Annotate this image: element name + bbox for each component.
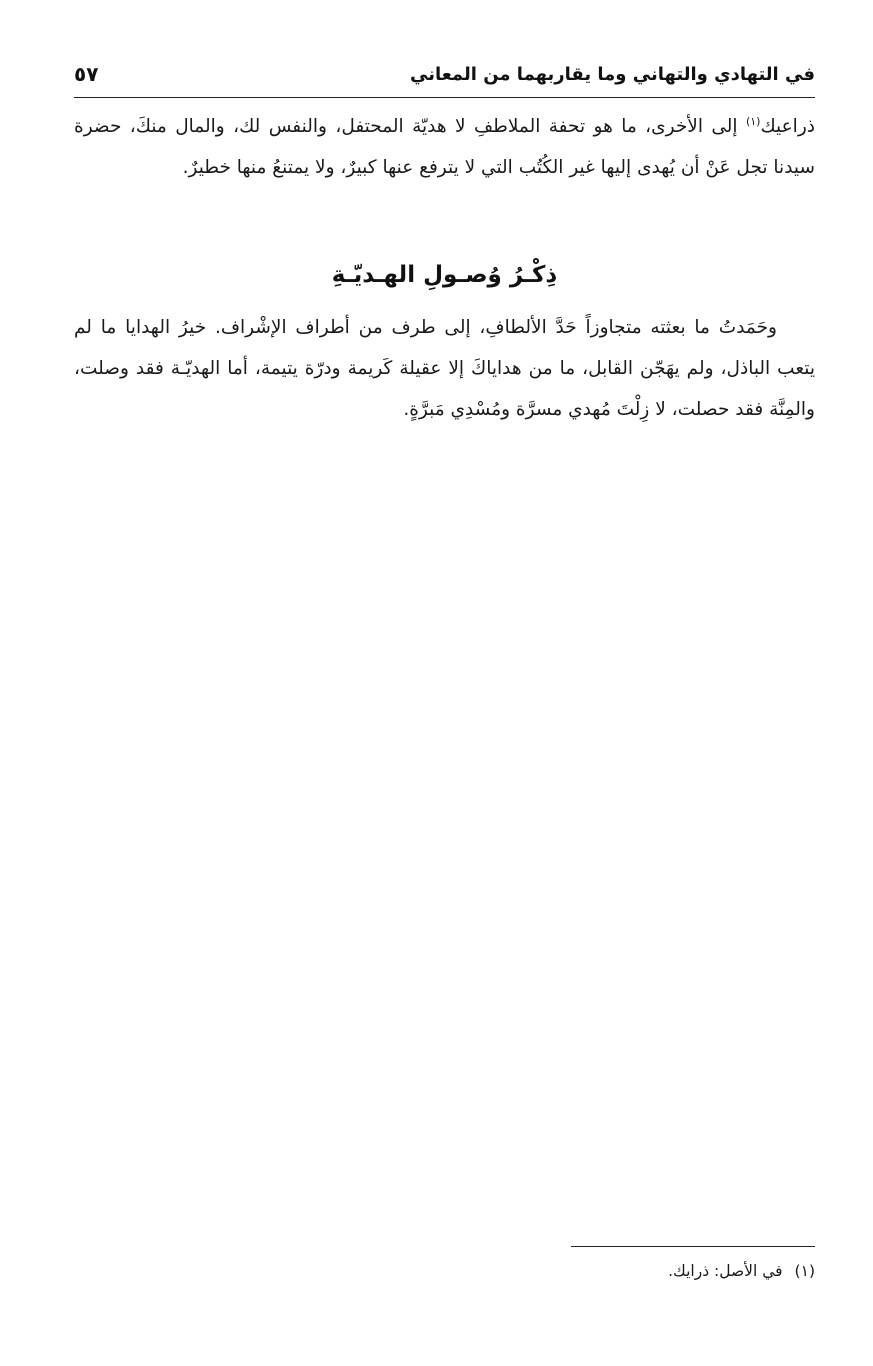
footnote-reference: (١) bbox=[745, 114, 761, 128]
footnote bbox=[74, 1262, 815, 1280]
paragraph-1-rest: إلى الأخرى، ما هو تحفة الملاطفِ لا هديّة المحتفل، والنفس لك، والمال منكَ، حضرة سيدنا تجل عَنْ أن يُهدى إليها غير الكُتُب التي لا يترفع عنها كبيرٌ، ولا يمتنعُ منها خطيرٌ. bbox=[74, 116, 815, 178]
paragraph-1-start: ذراعيك bbox=[760, 116, 815, 137]
footnote-mark: (١) bbox=[794, 1262, 815, 1280]
header-rule bbox=[74, 97, 815, 98]
section-title: ذِكْـرُ وُصـولِ الهـديّـةِ bbox=[331, 262, 558, 288]
footnote-text: في الأصل: ذرايك. bbox=[668, 1262, 783, 1280]
paragraph-2: وحَمَدتُ ما بعثته متجاوزاً حَدَّ الألطافِ، إلى طرف من أطراف الإشْراف. خيرُ الهدايا ما لم يتعب الباذل، ولم يهَجّن القابل، ما من هداياكَ إلا عقيلة كَريمة ودرّة يتيمة، أما الهديّـة فقد وصلت، والمِنَّة فقد حصلت، لا زِلْتَ مُهدي مسرَّة ومُسْدِي مَبرَّةٍ. bbox=[74, 317, 815, 420]
footnote-rule bbox=[571, 1246, 815, 1247]
running-title: في التهادي والتهاني وما يقاربهما من المعاني bbox=[410, 63, 815, 85]
page-number: ٥٧ bbox=[74, 62, 99, 86]
running-header bbox=[74, 56, 815, 92]
paragraph-1 bbox=[74, 106, 815, 188]
